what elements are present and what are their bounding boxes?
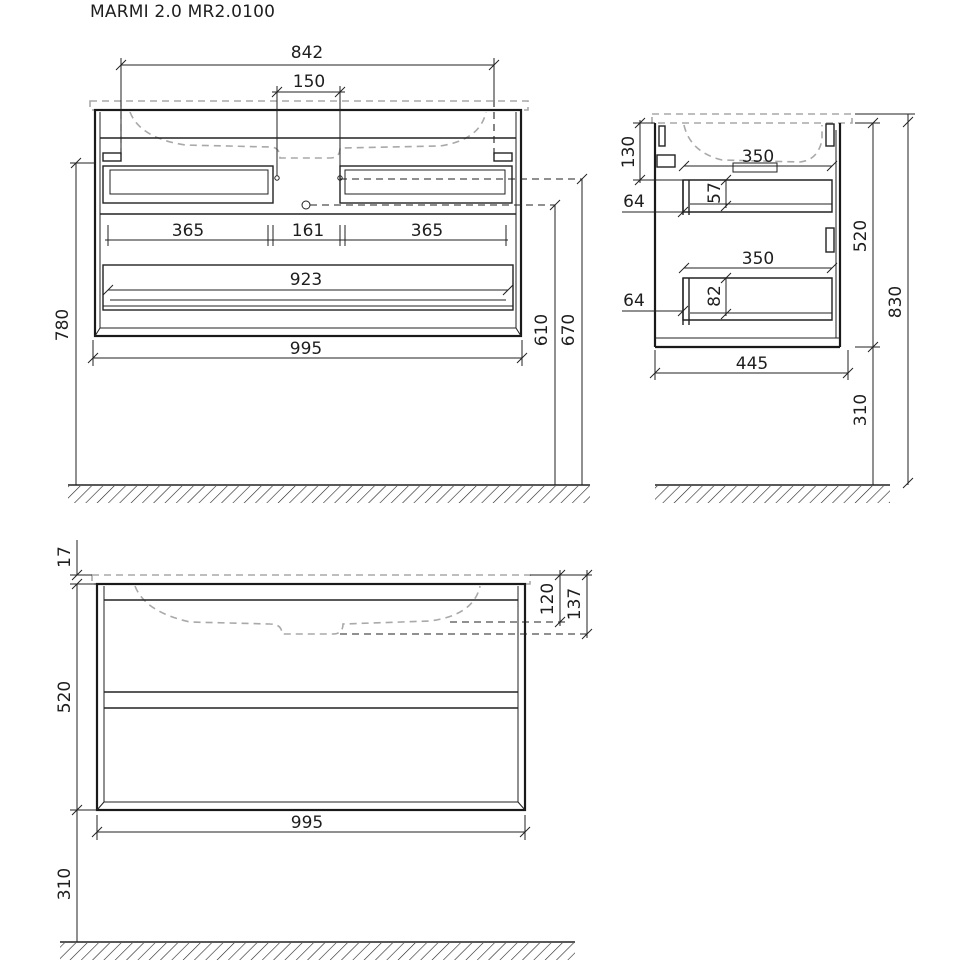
- drawing-title: MARMI 2.0 MR2.0100: [90, 2, 276, 22]
- front-floor-hatch: [68, 486, 590, 503]
- bottom-countertop-outline: [92, 575, 530, 584]
- dim-520-side: 520: [851, 219, 871, 253]
- dim-310-bottom: 310: [55, 867, 75, 901]
- dim-842: 842: [290, 43, 324, 63]
- front-view: [53, 43, 590, 503]
- side-rear-bracket: [826, 124, 834, 146]
- dim-830: 830: [886, 285, 906, 319]
- dim-365-left: 365: [171, 221, 205, 241]
- dim-130: 130: [619, 135, 639, 169]
- side-floor-hatch: [655, 486, 890, 503]
- front-upper-drawer-left-inner: [110, 170, 268, 194]
- front-drain-hole: [302, 201, 310, 209]
- dim-610: 610: [532, 313, 552, 347]
- bottom-cabinet-body: [97, 584, 525, 810]
- dim-82: 82: [705, 285, 725, 307]
- dim-350-top: 350: [741, 147, 775, 167]
- side-view: [619, 114, 915, 503]
- dim-137: 137: [565, 587, 585, 621]
- side-rear-mount: [826, 228, 834, 252]
- front-countertop-outline: [90, 101, 528, 110]
- dim-365-right: 365: [410, 221, 444, 241]
- front-fitting-left: [275, 176, 279, 180]
- front-bracket-right: [494, 153, 512, 161]
- bottom-floor-hatch: [60, 943, 575, 960]
- dim-161: 161: [291, 221, 325, 241]
- dim-150: 150: [292, 72, 326, 92]
- dim-57: 57: [705, 182, 725, 204]
- side-hinge: [657, 155, 675, 167]
- dim-995-front: 995: [289, 339, 323, 359]
- dim-350-bottom: 350: [741, 249, 775, 269]
- dim-310-side: 310: [851, 393, 871, 427]
- dim-780: 780: [53, 308, 73, 342]
- dim-17: 17: [55, 546, 75, 568]
- dim-64-top: 64: [623, 192, 645, 212]
- front-basin-outline: [130, 112, 486, 158]
- side-top-bracket: [659, 126, 665, 146]
- front-upper-drawer-left: [103, 166, 273, 203]
- front-upper-drawer-right: [340, 166, 512, 203]
- dim-120: 120: [538, 582, 558, 616]
- dim-64-bottom: 64: [623, 291, 645, 311]
- bottom-view: [55, 540, 592, 960]
- side-countertop-outline: [652, 114, 852, 123]
- front-upper-drawer-right-inner: [345, 170, 505, 194]
- dim-445: 445: [735, 354, 769, 374]
- front-bracket-left: [103, 153, 121, 161]
- bottom-basin-outline: [135, 586, 480, 634]
- dim-923: 923: [289, 270, 323, 290]
- dim-995-bottom: 995: [290, 813, 324, 833]
- dim-520-bottom: 520: [55, 680, 75, 714]
- dim-670: 670: [559, 313, 579, 347]
